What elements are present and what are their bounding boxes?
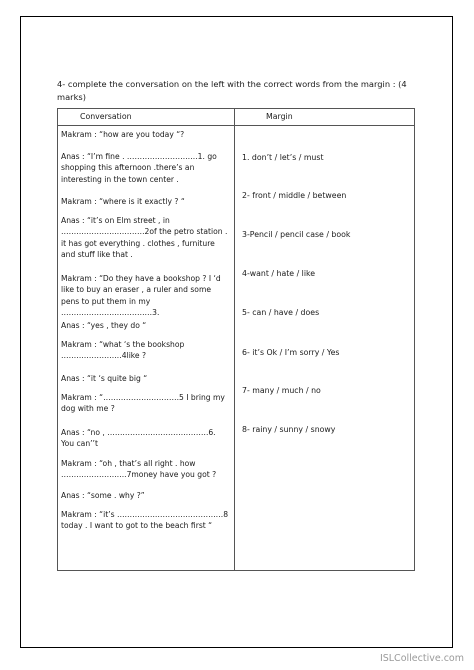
conversation-line-7: Makram : “what ‘s the bookshop ……………………4like ? <box>61 340 185 361</box>
conversation-line-9: Makram : “…………………………5 I bring my dog with me ? <box>61 393 225 414</box>
conversation-header: Conversation <box>80 112 132 121</box>
conversation-line-4: Anas : “it’s on Elm street , in ……………………………2of the petro station . it has got everything . clothes , furniture and stuff like that . <box>61 216 228 260</box>
margin-header: Margin <box>266 112 293 121</box>
exercise-instruction: 4- complete the conversation on the left with the correct words from the margin : (4 marks) <box>57 79 407 102</box>
conversation-line-12: Anas : “some . why ?” <box>61 491 145 500</box>
conversation-line-8: Anas : “it ‘s quite big “ <box>61 374 148 383</box>
conversation-line-3: Makram : “where is it exactly ? “ <box>61 197 185 206</box>
margin-option-7: 7- many / much / no <box>242 386 321 395</box>
margin-option-2: 2- front / middle / between <box>242 191 347 200</box>
margin-option-4: 4-want / hate / like <box>242 269 316 278</box>
conversation-line-6: Anas : “yes , they do “ <box>61 321 147 330</box>
conversation-line-13: Makram : “it’s ……………………………………8 today . I want to got to the beach first “ <box>61 510 229 531</box>
margin-option-6: 6- it’s Ok / I’m sorry / Yes <box>242 348 340 357</box>
watermark: ISLCollective.com <box>379 653 464 664</box>
conversation-line-10: Anas : “no , ………………………………….6. You can’’t <box>61 428 216 449</box>
conversation-line-11: Makram : “oh , that’s all right . how ……………………..7money have you got ? <box>61 459 217 480</box>
conversation-line-5: Makram : “Do they have a bookshop ? I ‘d like to buy an eraser , a ruler and some pens to put them in my ………………………………3. <box>61 274 221 318</box>
header-divider <box>58 125 414 126</box>
margin-option-8: 8- rainy / sunny / snowy <box>242 425 336 434</box>
conversation-table <box>57 108 415 571</box>
conversation-line-2: Anas : “I’m fine . ……………………….1. go shopping this afternoon .there’s an interesting in the town center . <box>61 152 217 184</box>
margin-option-3: 3-Pencil / pencil case / book <box>242 230 351 239</box>
margin-option-1: 1. don’t / let’s / must <box>242 153 324 162</box>
margin-option-5: 5- can / have / does <box>242 308 320 317</box>
conversation-line-1: Makram : “how are you today “? <box>61 130 185 139</box>
column-divider <box>234 109 235 570</box>
